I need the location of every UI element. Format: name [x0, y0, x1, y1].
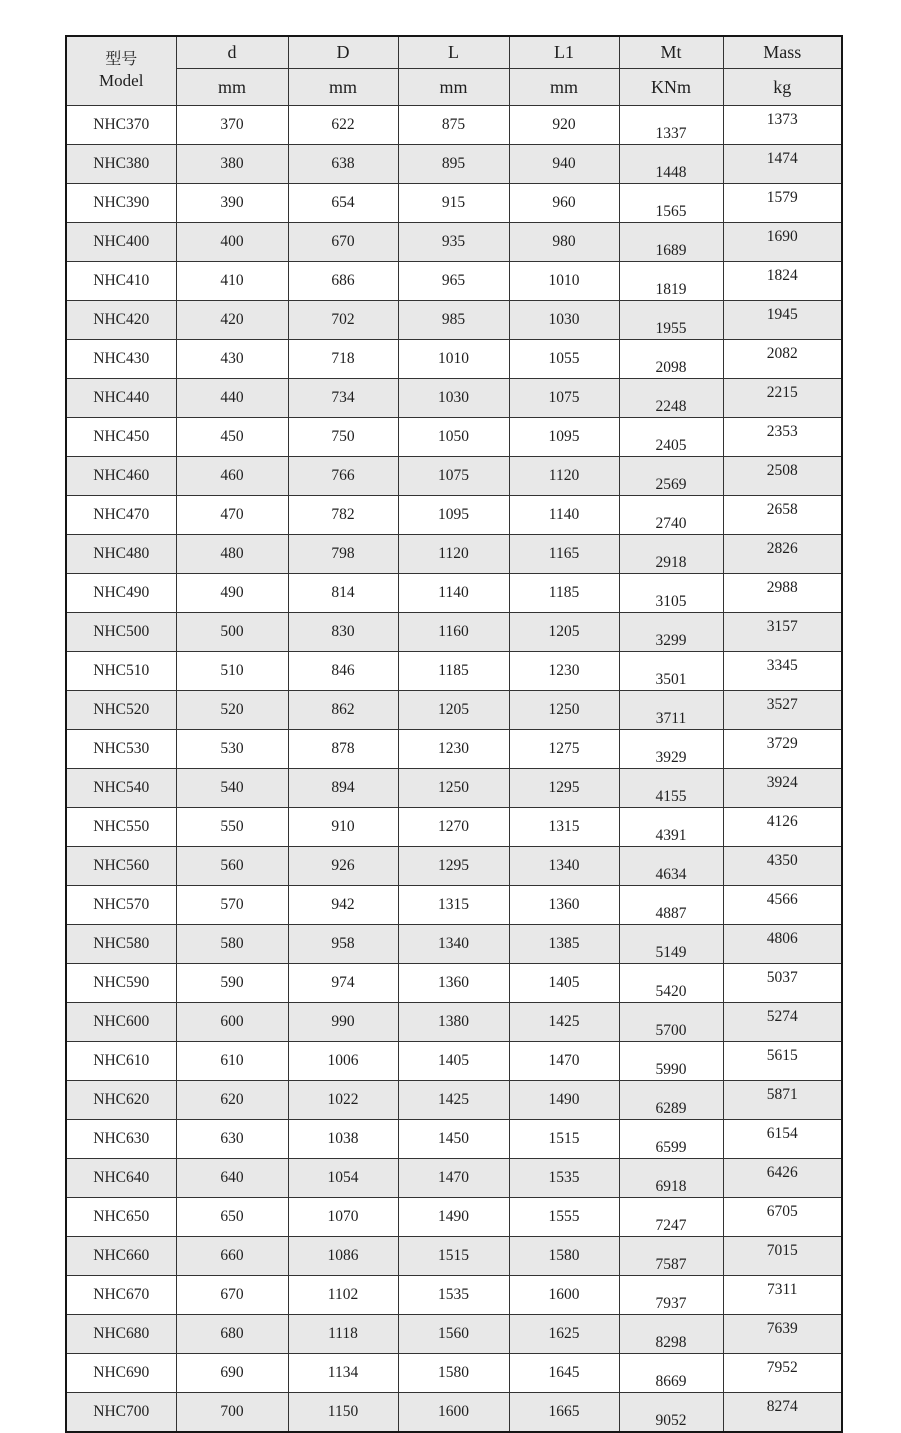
cell-D: 894 — [288, 769, 398, 808]
table-row — [66, 262, 842, 301]
cell-model: NHC610 — [66, 1042, 176, 1081]
cell-d: 450 — [176, 418, 288, 457]
header-D: D — [288, 36, 398, 69]
table-row — [66, 730, 842, 769]
table-row — [66, 1198, 842, 1237]
cell-Mt: 1955 — [619, 301, 723, 340]
cell-L: 1250 — [398, 769, 509, 808]
cell-L1: 1580 — [509, 1237, 619, 1276]
cell-model: NHC590 — [66, 964, 176, 1003]
cell-L: 1140 — [398, 574, 509, 613]
cell-L: 1450 — [398, 1120, 509, 1159]
table-row — [66, 1042, 842, 1081]
cell-Mt: 5990 — [619, 1042, 723, 1081]
cell-Mass: 2082 — [723, 340, 842, 379]
cell-d: 590 — [176, 964, 288, 1003]
cell-L: 895 — [398, 145, 509, 184]
cell-d: 680 — [176, 1315, 288, 1354]
cell-L1: 1295 — [509, 769, 619, 808]
cell-model: NHC390 — [66, 184, 176, 223]
cell-model: NHC540 — [66, 769, 176, 808]
cell-L1: 1185 — [509, 574, 619, 613]
cell-L: 1515 — [398, 1237, 509, 1276]
cell-Mt: 2098 — [619, 340, 723, 379]
cell-L1: 940 — [509, 145, 619, 184]
cell-Mass: 6705 — [723, 1198, 842, 1237]
cell-Mass: 3729 — [723, 730, 842, 769]
cell-Mass: 8274 — [723, 1393, 842, 1433]
table-row — [66, 964, 842, 1003]
table-row — [66, 1120, 842, 1159]
cell-d: 580 — [176, 925, 288, 964]
cell-L1: 1075 — [509, 379, 619, 418]
cell-Mass: 4806 — [723, 925, 842, 964]
cell-L: 1295 — [398, 847, 509, 886]
cell-Mt: 7587 — [619, 1237, 723, 1276]
cell-D: 926 — [288, 847, 398, 886]
cell-model: NHC560 — [66, 847, 176, 886]
cell-Mt: 3501 — [619, 652, 723, 691]
cell-Mt: 6918 — [619, 1159, 723, 1198]
cell-d: 400 — [176, 223, 288, 262]
table-row — [66, 652, 842, 691]
cell-L: 1050 — [398, 418, 509, 457]
cell-D: 1102 — [288, 1276, 398, 1315]
cell-model: NHC380 — [66, 145, 176, 184]
cell-Mt: 3299 — [619, 613, 723, 652]
cell-Mass: 7952 — [723, 1354, 842, 1393]
cell-Mass: 2658 — [723, 496, 842, 535]
cell-d: 470 — [176, 496, 288, 535]
table-row — [66, 1315, 842, 1354]
cell-L: 1075 — [398, 457, 509, 496]
cell-L1: 1010 — [509, 262, 619, 301]
cell-L1: 1205 — [509, 613, 619, 652]
cell-D: 1070 — [288, 1198, 398, 1237]
cell-D: 750 — [288, 418, 398, 457]
cell-L: 1405 — [398, 1042, 509, 1081]
cell-Mt: 2918 — [619, 535, 723, 574]
table-row — [66, 418, 842, 457]
table-row — [66, 1276, 842, 1315]
table-row — [66, 457, 842, 496]
cell-D: 1006 — [288, 1042, 398, 1081]
table-row — [66, 574, 842, 613]
header-row-labels — [66, 36, 842, 69]
cell-Mass: 1824 — [723, 262, 842, 301]
header-d-unit: mm — [176, 69, 288, 106]
cell-model: NHC700 — [66, 1393, 176, 1433]
cell-D: 766 — [288, 457, 398, 496]
table-row — [66, 1354, 842, 1393]
cell-D: 910 — [288, 808, 398, 847]
cell-L1: 1385 — [509, 925, 619, 964]
header-row-units — [66, 69, 842, 106]
cell-d: 660 — [176, 1237, 288, 1276]
cell-D: 1150 — [288, 1393, 398, 1433]
cell-Mt: 9052 — [619, 1393, 723, 1433]
table-row — [66, 1003, 842, 1042]
cell-Mt: 5149 — [619, 925, 723, 964]
cell-D: 862 — [288, 691, 398, 730]
cell-D: 718 — [288, 340, 398, 379]
cell-L1: 1600 — [509, 1276, 619, 1315]
table-row — [66, 145, 842, 184]
header-L1: L1 — [509, 36, 619, 69]
cell-model: NHC600 — [66, 1003, 176, 1042]
cell-d: 630 — [176, 1120, 288, 1159]
cell-Mass: 5871 — [723, 1081, 842, 1120]
cell-d: 430 — [176, 340, 288, 379]
cell-D: 814 — [288, 574, 398, 613]
cell-L1: 1055 — [509, 340, 619, 379]
cell-d: 490 — [176, 574, 288, 613]
header-D-unit: mm — [288, 69, 398, 106]
cell-Mt: 4155 — [619, 769, 723, 808]
cell-model: NHC440 — [66, 379, 176, 418]
table-row — [66, 1237, 842, 1276]
header-Mt-unit: KNm — [619, 69, 723, 106]
cell-d: 520 — [176, 691, 288, 730]
cell-Mt: 2740 — [619, 496, 723, 535]
cell-Mass: 7639 — [723, 1315, 842, 1354]
table-row — [66, 691, 842, 730]
cell-Mass: 5037 — [723, 964, 842, 1003]
cell-L: 1340 — [398, 925, 509, 964]
cell-D: 622 — [288, 106, 398, 145]
table-row — [66, 925, 842, 964]
cell-Mass: 2988 — [723, 574, 842, 613]
cell-L1: 1425 — [509, 1003, 619, 1042]
cell-Mass: 5615 — [723, 1042, 842, 1081]
cell-Mt: 6599 — [619, 1120, 723, 1159]
table-row — [66, 535, 842, 574]
cell-model: NHC370 — [66, 106, 176, 145]
cell-Mass: 6154 — [723, 1120, 842, 1159]
cell-L: 1580 — [398, 1354, 509, 1393]
cell-Mt: 2569 — [619, 457, 723, 496]
cell-L1: 1490 — [509, 1081, 619, 1120]
cell-D: 1086 — [288, 1237, 398, 1276]
cell-L1: 1030 — [509, 301, 619, 340]
cell-d: 480 — [176, 535, 288, 574]
cell-L1: 1315 — [509, 808, 619, 847]
cell-model: NHC660 — [66, 1237, 176, 1276]
cell-L: 1205 — [398, 691, 509, 730]
cell-L1: 1230 — [509, 652, 619, 691]
cell-model: NHC620 — [66, 1081, 176, 1120]
cell-L1: 1275 — [509, 730, 619, 769]
cell-Mass: 2353 — [723, 418, 842, 457]
cell-model: NHC670 — [66, 1276, 176, 1315]
header-model-en: Model — [99, 71, 144, 91]
cell-d: 380 — [176, 145, 288, 184]
cell-d: 510 — [176, 652, 288, 691]
header-Mass-unit: kg — [723, 69, 842, 106]
cell-d: 390 — [176, 184, 288, 223]
cell-L: 1270 — [398, 808, 509, 847]
cell-Mass: 1945 — [723, 301, 842, 340]
cell-model: NHC430 — [66, 340, 176, 379]
cell-L1: 1250 — [509, 691, 619, 730]
cell-model: NHC490 — [66, 574, 176, 613]
header-L: L — [398, 36, 509, 69]
cell-D: 734 — [288, 379, 398, 418]
cell-L1: 960 — [509, 184, 619, 223]
cell-L: 1230 — [398, 730, 509, 769]
cell-model: NHC580 — [66, 925, 176, 964]
cell-L: 1560 — [398, 1315, 509, 1354]
cell-L1: 1340 — [509, 847, 619, 886]
cell-D: 1038 — [288, 1120, 398, 1159]
cell-d: 670 — [176, 1276, 288, 1315]
cell-d: 440 — [176, 379, 288, 418]
cell-model: NHC530 — [66, 730, 176, 769]
cell-L: 1470 — [398, 1159, 509, 1198]
cell-L1: 1625 — [509, 1315, 619, 1354]
spec-table — [65, 35, 843, 1433]
cell-D: 702 — [288, 301, 398, 340]
cell-Mt: 5700 — [619, 1003, 723, 1042]
cell-model: NHC520 — [66, 691, 176, 730]
cell-Mass: 1474 — [723, 145, 842, 184]
cell-d: 560 — [176, 847, 288, 886]
cell-L1: 1165 — [509, 535, 619, 574]
cell-D: 782 — [288, 496, 398, 535]
table-row — [66, 379, 842, 418]
cell-L: 1600 — [398, 1393, 509, 1433]
cell-D: 798 — [288, 535, 398, 574]
table-row — [66, 1081, 842, 1120]
header-Mt: Mt — [619, 36, 723, 69]
cell-Mass: 4126 — [723, 808, 842, 847]
cell-Mass: 3157 — [723, 613, 842, 652]
cell-Mass: 2508 — [723, 457, 842, 496]
cell-L: 1160 — [398, 613, 509, 652]
cell-L: 915 — [398, 184, 509, 223]
cell-L: 1010 — [398, 340, 509, 379]
cell-Mass: 5274 — [723, 1003, 842, 1042]
cell-L1: 1095 — [509, 418, 619, 457]
cell-model: NHC480 — [66, 535, 176, 574]
cell-Mt: 1337 — [619, 106, 723, 145]
cell-model: NHC570 — [66, 886, 176, 925]
cell-d: 370 — [176, 106, 288, 145]
cell-Mass: 1579 — [723, 184, 842, 223]
cell-L1: 1645 — [509, 1354, 619, 1393]
cell-D: 878 — [288, 730, 398, 769]
cell-L: 1030 — [398, 379, 509, 418]
cell-L: 965 — [398, 262, 509, 301]
cell-d: 550 — [176, 808, 288, 847]
cell-L: 1535 — [398, 1276, 509, 1315]
cell-Mass: 1690 — [723, 223, 842, 262]
cell-d: 410 — [176, 262, 288, 301]
cell-model: NHC640 — [66, 1159, 176, 1198]
cell-Mt: 1819 — [619, 262, 723, 301]
cell-Mass: 4566 — [723, 886, 842, 925]
cell-Mt: 4634 — [619, 847, 723, 886]
cell-L1: 1405 — [509, 964, 619, 1003]
cell-Mt: 2405 — [619, 418, 723, 457]
cell-Mt: 7937 — [619, 1276, 723, 1315]
cell-Mass: 2215 — [723, 379, 842, 418]
header-Mass: Mass — [723, 36, 842, 69]
header-L-unit: mm — [398, 69, 509, 106]
cell-Mt: 8669 — [619, 1354, 723, 1393]
cell-L1: 1535 — [509, 1159, 619, 1198]
cell-L: 875 — [398, 106, 509, 145]
cell-L: 985 — [398, 301, 509, 340]
cell-d: 420 — [176, 301, 288, 340]
cell-D: 846 — [288, 652, 398, 691]
table-row — [66, 106, 842, 145]
cell-Mass: 1373 — [723, 106, 842, 145]
table-row — [66, 613, 842, 652]
cell-L: 1425 — [398, 1081, 509, 1120]
cell-d: 690 — [176, 1354, 288, 1393]
cell-Mt: 6289 — [619, 1081, 723, 1120]
cell-Mt: 1448 — [619, 145, 723, 184]
cell-Mt: 3711 — [619, 691, 723, 730]
cell-L: 1095 — [398, 496, 509, 535]
cell-Mt: 3105 — [619, 574, 723, 613]
table-row — [66, 808, 842, 847]
header-L1-unit: mm — [509, 69, 619, 106]
cell-Mt: 8298 — [619, 1315, 723, 1354]
cell-Mass: 2826 — [723, 535, 842, 574]
cell-D: 974 — [288, 964, 398, 1003]
cell-model: NHC630 — [66, 1120, 176, 1159]
cell-L: 1360 — [398, 964, 509, 1003]
cell-Mass: 3924 — [723, 769, 842, 808]
cell-Mass: 3527 — [723, 691, 842, 730]
table-row — [66, 1159, 842, 1198]
table-row — [66, 847, 842, 886]
header-model — [66, 36, 176, 106]
cell-Mass: 7311 — [723, 1276, 842, 1315]
cell-model: NHC500 — [66, 613, 176, 652]
cell-D: 1022 — [288, 1081, 398, 1120]
cell-D: 990 — [288, 1003, 398, 1042]
cell-Mass: 6426 — [723, 1159, 842, 1198]
cell-d: 620 — [176, 1081, 288, 1120]
table-row — [66, 496, 842, 535]
cell-L: 1120 — [398, 535, 509, 574]
cell-model: NHC680 — [66, 1315, 176, 1354]
header-d: d — [176, 36, 288, 69]
cell-L: 1380 — [398, 1003, 509, 1042]
cell-d: 530 — [176, 730, 288, 769]
cell-model: NHC550 — [66, 808, 176, 847]
cell-Mt: 2248 — [619, 379, 723, 418]
table-row — [66, 223, 842, 262]
cell-L1: 1470 — [509, 1042, 619, 1081]
cell-model: NHC410 — [66, 262, 176, 301]
cell-Mt: 5420 — [619, 964, 723, 1003]
cell-L1: 1515 — [509, 1120, 619, 1159]
table-row — [66, 769, 842, 808]
cell-D: 1118 — [288, 1315, 398, 1354]
table-row — [66, 886, 842, 925]
cell-L: 935 — [398, 223, 509, 262]
table-header — [66, 36, 842, 106]
cell-D: 830 — [288, 613, 398, 652]
cell-Mass: 4350 — [723, 847, 842, 886]
cell-Mt: 1689 — [619, 223, 723, 262]
cell-L1: 1120 — [509, 457, 619, 496]
cell-Mt: 1565 — [619, 184, 723, 223]
cell-L: 1185 — [398, 652, 509, 691]
cell-Mass: 7015 — [723, 1237, 842, 1276]
cell-d: 640 — [176, 1159, 288, 1198]
cell-Mt: 3929 — [619, 730, 723, 769]
cell-D: 670 — [288, 223, 398, 262]
cell-L1: 1140 — [509, 496, 619, 535]
cell-L1: 980 — [509, 223, 619, 262]
cell-model: NHC400 — [66, 223, 176, 262]
cell-model: NHC510 — [66, 652, 176, 691]
table-row — [66, 1393, 842, 1433]
cell-D: 638 — [288, 145, 398, 184]
cell-D: 1054 — [288, 1159, 398, 1198]
cell-model: NHC450 — [66, 418, 176, 457]
header-model-cn: 型号 — [105, 51, 138, 69]
cell-Mt: 7247 — [619, 1198, 723, 1237]
cell-d: 500 — [176, 613, 288, 652]
cell-model: NHC420 — [66, 301, 176, 340]
cell-d: 540 — [176, 769, 288, 808]
cell-L: 1315 — [398, 886, 509, 925]
table-row — [66, 340, 842, 379]
cell-Mt: 4391 — [619, 808, 723, 847]
cell-d: 600 — [176, 1003, 288, 1042]
cell-D: 686 — [288, 262, 398, 301]
cell-L: 1490 — [398, 1198, 509, 1237]
cell-L1: 1360 — [509, 886, 619, 925]
cell-D: 942 — [288, 886, 398, 925]
cell-d: 460 — [176, 457, 288, 496]
cell-d: 700 — [176, 1393, 288, 1433]
cell-D: 1134 — [288, 1354, 398, 1393]
cell-D: 654 — [288, 184, 398, 223]
cell-Mass: 3345 — [723, 652, 842, 691]
table-body — [66, 106, 842, 1433]
cell-d: 650 — [176, 1198, 288, 1237]
table-row — [66, 301, 842, 340]
cell-model: NHC690 — [66, 1354, 176, 1393]
cell-Mt: 4887 — [619, 886, 723, 925]
cell-d: 610 — [176, 1042, 288, 1081]
cell-L1: 1665 — [509, 1393, 619, 1433]
cell-model: NHC470 — [66, 496, 176, 535]
table-row — [66, 184, 842, 223]
cell-D: 958 — [288, 925, 398, 964]
cell-model: NHC650 — [66, 1198, 176, 1237]
cell-L1: 1555 — [509, 1198, 619, 1237]
cell-model: NHC460 — [66, 457, 176, 496]
cell-d: 570 — [176, 886, 288, 925]
cell-L1: 920 — [509, 106, 619, 145]
